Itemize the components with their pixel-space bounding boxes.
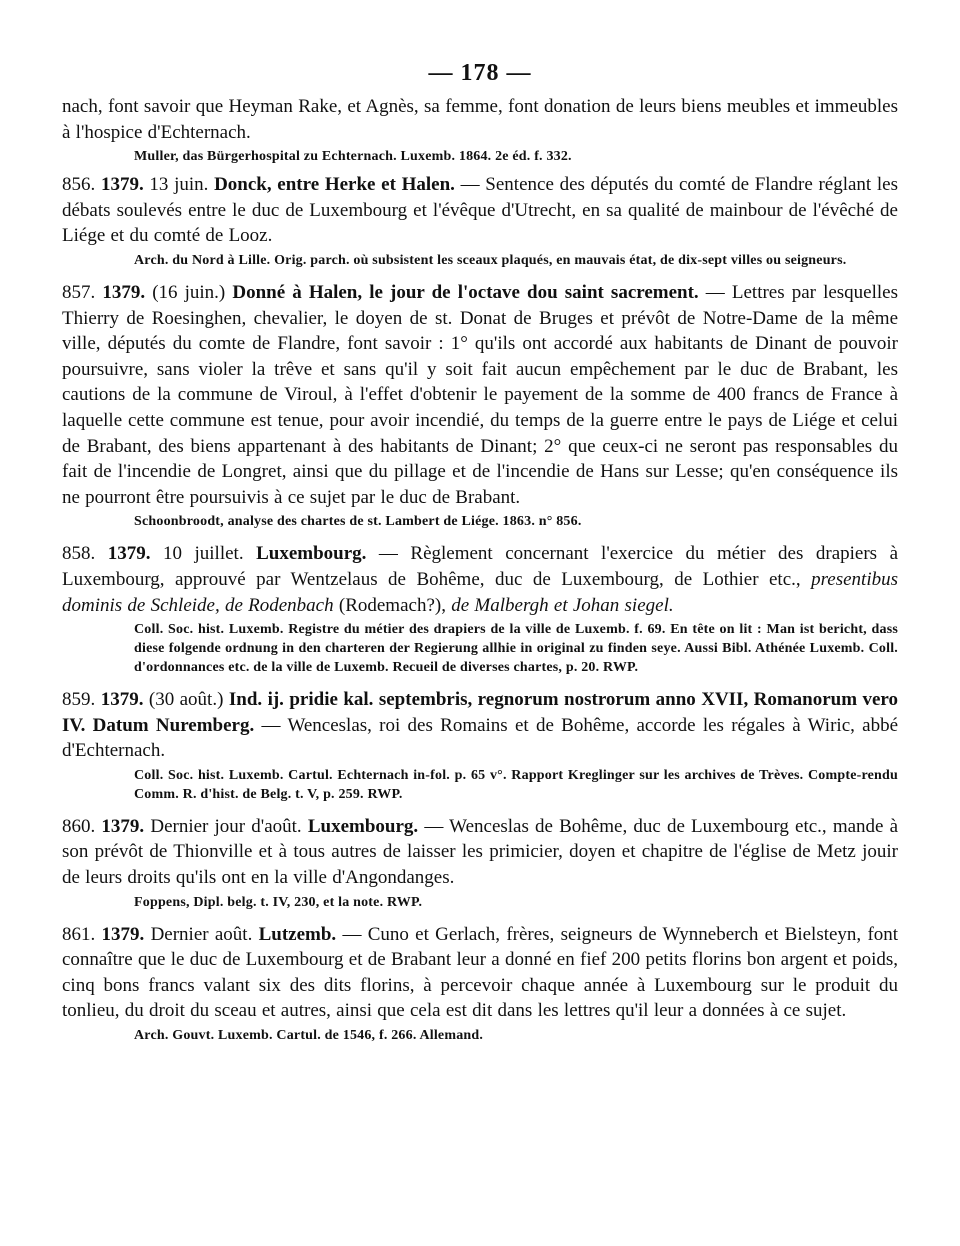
entry-source: Coll. Soc. hist. Luxemb. Registre du métier des drapiers de la ville de Luxemb. f. 69. En tête on lit : Man ist bericht, dass diese folgende ordnung in den charteren der Regierung allhie in original zu finden seye. Aussi Bibl. Athénée Luxemb. Coll. d'ordonnances etc. de la ville de Luxemb. Recueil de diverses chartes, p. 20. RWP. bbox=[134, 622, 898, 676]
page-number: — 178 — bbox=[428, 60, 532, 86]
entry-year: 1379. bbox=[101, 923, 145, 945]
entry-text: — Cuno et Gerlach, frères, seigneurs de Wynneberch et Bielsteyn, font connaître que le duc de Luxembourg et de Brabant leur a donné en fief 200 petits florins bon argent et poids, cinq bons francs valant six des dits florins, à percevoir chaque année à Luxembourg sur le produit du tonlieu, du droit du sceau et autres, ainsi que cela est dit dans les lettres qu'il leur a données à ce sujet. bbox=[62, 923, 899, 1022]
entry-857 bbox=[62, 280, 898, 531]
entry-858 bbox=[62, 541, 898, 677]
entry-body bbox=[62, 280, 898, 510]
entry-859 bbox=[62, 687, 898, 804]
entry-heading: Donck, entre Herke et Halen. bbox=[214, 174, 455, 196]
entry-number: 859. bbox=[62, 689, 96, 711]
entry-italic-witnesses: presentibus dominis de Schleide, de Rodenbach bbox=[62, 568, 898, 616]
entry-date: Dernier août. bbox=[150, 923, 253, 945]
entry-860 bbox=[62, 814, 898, 912]
entry-heading: Ind. ij. pridie kal. septembris, regnorum nostrorum anno XVII, Romanorum vero IV. Datum Nuremberg. bbox=[62, 689, 899, 736]
entry-text: — Wenceslas, roi des Romains et de Bohême, accorde les régales à Wiric, abbé d'Echternach. bbox=[62, 714, 899, 762]
entry-text: — Sentence des députés du comté de Flandre réglant les débats soulevés entre le duc de Luxembourg et l'évêque d'Utrecht, en sa qualité de mainbour de l'évêché de Liége et du comté de Looz. bbox=[62, 174, 898, 247]
entry-text: — Wenceslas de Bohême, duc de Luxembourg etc., mande à son prévôt de Thionville et à tous autres de laisser les primicier, doyen et chapitre de l'église de Metz jouir de leurs droits qu'ils ont en la ville d'Angondanges. bbox=[62, 815, 899, 889]
entry-heading: Luxembourg. bbox=[307, 815, 419, 837]
entry-date: (16 juin.) bbox=[152, 281, 226, 303]
entry-source: Schoonbroodt, analyse des chartes de st. Lambert de Liége. 1863. n° 856. bbox=[134, 514, 582, 530]
entry-number: 861. bbox=[62, 923, 96, 945]
entry-856 bbox=[62, 172, 898, 270]
entry-861 bbox=[62, 922, 898, 1045]
entry-number: 860. bbox=[62, 815, 96, 837]
entry-number: 856. bbox=[62, 174, 96, 196]
entry-date: 13 juin. bbox=[149, 174, 209, 196]
entry-text-aside: (Rodemach?), bbox=[338, 594, 446, 616]
entry-heading: Luxembourg. bbox=[256, 543, 367, 565]
entry-text: nach, font savoir que Heyman Rake, et Agnès, sa femme, font donation de leurs biens meubles et immeubles à l'hospice d'Echternach. bbox=[62, 96, 898, 143]
entry-source: Arch. Gouvt. Luxemb. Cartul. de 1546, f. 266. Allemand. bbox=[134, 1028, 484, 1044]
entry-text: — Règlement concernant l'exercice du métier des drapiers à Luxembourg, approuvé par Wentzelaus de Bohême, duc de Luxembourg, de Lothier etc., bbox=[62, 543, 899, 590]
entry-number: 858. bbox=[62, 543, 96, 565]
entry-year: 1379. bbox=[101, 815, 145, 837]
entry-date: 10 juillet. bbox=[163, 543, 244, 565]
entry-source: Muller, das Bürgerhospital zu Echternach. Luxemb. 1864. 2e éd. f. 332. bbox=[134, 149, 572, 165]
entry-body bbox=[62, 922, 898, 1024]
entry-number: 857. bbox=[62, 281, 96, 303]
entry-year: 1379. bbox=[102, 281, 146, 303]
document-page bbox=[62, 58, 898, 1045]
entry-date: (30 août.) bbox=[148, 689, 224, 711]
entry-date: Dernier jour d'août. bbox=[150, 815, 302, 837]
entry-italic-witnesses-end: de Malbergh et Johan siegel. bbox=[451, 594, 674, 616]
entry-year: 1379. bbox=[100, 174, 144, 196]
entry-body bbox=[62, 541, 898, 618]
entry-year: 1379. bbox=[107, 543, 151, 565]
entry-heading: Lutzemb. bbox=[258, 923, 337, 945]
entry-body bbox=[62, 814, 898, 891]
entry-year: 1379. bbox=[100, 689, 144, 711]
entry-source: Coll. Soc. hist. Luxemb. Cartul. Echternach in-fol. p. 65 v°. Rapport Kreglinger sur les archives de Trèves. Compte-rendu Comm. R. d'hist. de Belg. t. V, p. 259. RWP. bbox=[134, 767, 898, 802]
entry-source: Arch. du Nord à Lille. Orig. parch. où subsistent les sceaux plaqués, en mauvais état, de dix-sept villes ou seigneurs. bbox=[134, 252, 847, 268]
entry-continuation bbox=[62, 94, 898, 166]
entry-heading: Donné à Halen, le jour de l'octave dou saint sacrement. bbox=[232, 281, 699, 303]
entry-text: — Lettres par lesquelles Thierry de Roesinghen, chevalier, le doyen de st. Donat de Bruges et prévôt de Notre-Dame de la même ville, députés du comte de Flandre, font savoir : 1° qu'ils ont accordé aux habitants de Dinant de pouvoir poursuivre, sans violer la trêve et sans qu'il y soit fait aucun empêchement par le duc de Brabant, les cautions de la commune de Viroul, à l'effet d'obtenir le payement de la somme de 400 francs de France à laquelle cette commune est tenue, pour avoir incendié, du temps de la guerre entre le pays de Liége et celui de Brabant, des biens appartenant à des habitants de Dinant; 2° que ceux-ci ne seront pas responsables du fait de l'incendie de Longret, ainsi que du pillage et de l'incendie de Hans sur Lesse; qu'en conséquence ils ne pourront être poursuivis à ce sujet par le duc de Brabant. bbox=[62, 281, 898, 508]
entry-source: Foppens, Dipl. belg. t. IV, 230, et la note. RWP. bbox=[134, 894, 423, 910]
entry-body bbox=[62, 687, 898, 764]
entry-body bbox=[62, 172, 898, 249]
